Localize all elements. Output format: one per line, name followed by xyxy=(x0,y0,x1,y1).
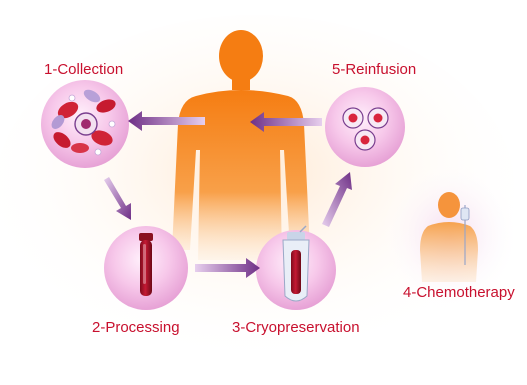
step-label-collection: 1-Collection xyxy=(44,61,124,78)
step-label-chemotherapy: 4-Chemotherapy xyxy=(403,284,515,301)
step-label-processing: 2-Processing xyxy=(92,319,180,336)
step-label-reinfusion: 5-Reinfusion xyxy=(332,61,417,78)
processing-tube-circle xyxy=(104,226,188,310)
step-label-cryopreservation: 3-Cryopreservation xyxy=(232,319,360,336)
reinfusion-cells-circle xyxy=(325,87,405,167)
collection-cells-circle xyxy=(41,80,129,168)
